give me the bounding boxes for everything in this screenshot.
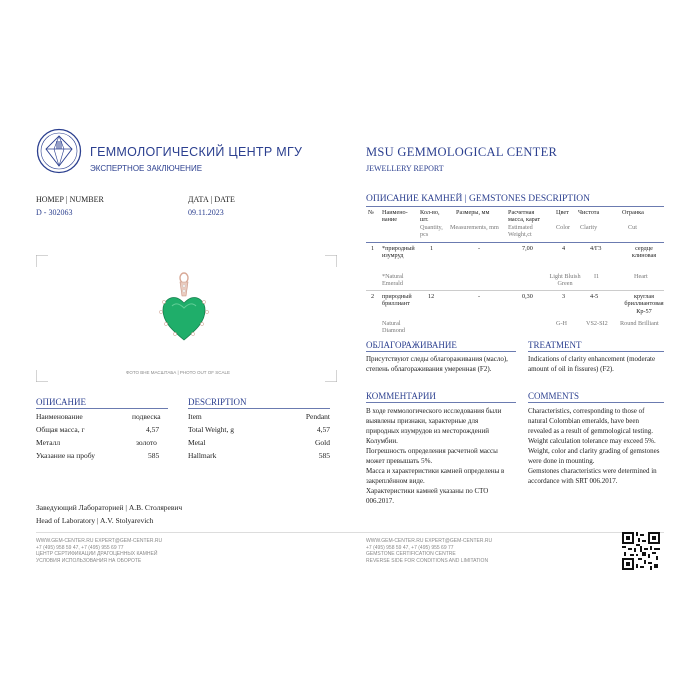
gemstones-title: ОПИСАНИЕ КАМНЕЙ | GEMSTONES DESCRIPTION bbox=[366, 194, 590, 204]
comments-title-ru: КОММЕНТАРИИ bbox=[366, 391, 436, 401]
description-title-en: DESCRIPTION bbox=[188, 397, 247, 407]
number-value: D - 302063 bbox=[36, 208, 73, 217]
number-label: НОМЕР | NUMBER bbox=[36, 195, 104, 204]
treatment-title-en: TREATMENT bbox=[528, 340, 582, 350]
gemstone-row-1: 1 *природный изумруд 1 - 7,00 4 4/Г3 сердце клиновая *Natural Emerald Light Bluish Green I1 Heart bbox=[371, 245, 657, 288]
comments-text-ru: В ходе геммологического исследования были выявлены признаки, характерные для природных изумрудов из месторождений Колумбии. Погрешность определения расчетной массы может превышать 5%. Масса и характеристики камней определены в закреплённом виде. Характеристики камней указаны по СТО 006.2017. bbox=[366, 407, 505, 505]
signature-en: Head of Laboratory | A.V. Stolyarevich bbox=[36, 516, 154, 525]
signature-ru: Заведующий Лабораторией | А.В. Столяревич bbox=[36, 503, 183, 512]
description-title-ru: ОПИСАНИЕ bbox=[36, 397, 87, 407]
photo-caption: ФОТО ВНЕ МАСШТАБА | PHOTO OUT OF SCALE bbox=[126, 370, 230, 375]
comments-text-en: Characteristics, corresponding to those of natural Colombian emeralds, have been revealed as a result of gemmological testing. Weight calculation tolerance may exceed 5%. Weight, color and clarity grading of gemstones were done in mounting. Gemstones characteristics were determined in accordance with SRT 006.2017. bbox=[528, 407, 660, 485]
pendant-photo bbox=[158, 272, 210, 344]
treatment-text-ru: Присутствуют следы облагораживания (масло), степень облагораживания умеренная (F2). bbox=[366, 355, 508, 373]
msu-logo-icon bbox=[36, 128, 82, 174]
header-title-ru: ГЕММОЛОГИЧЕСКИЙ ЦЕНТР МГУ bbox=[90, 145, 303, 159]
date-label: ДАТА | DATE bbox=[188, 195, 235, 204]
qr-code-icon[interactable] bbox=[622, 532, 660, 570]
header-subtitle-ru: ЭКСПЕРТНОЕ ЗАКЛЮЧЕНИЕ bbox=[90, 164, 203, 173]
treatment-title-ru: ОБЛАГОРАЖИВАНИЕ bbox=[366, 340, 457, 350]
gemstone-row-2: 2 природный бриллиант 12 - 0,30 3 4-5 круглая бриллиантовая Кр-57 Natural Diamond G-H VS2-SI2 Round Brilliant bbox=[371, 293, 664, 335]
header-title-en: MSU GEMMOLOGICAL CENTER bbox=[366, 145, 558, 159]
header-subtitle-en: JEWELLERY REPORT bbox=[366, 164, 444, 173]
footer-right: WWW.GEM-CENTER.RU EXPERT@GEM-CENTER.RU +7 (495) 958 59 47, +7 (495) 955 69 77 GEMSTONE CERTIFICATION CENTRE REVERSE SIDE FOR CONDITIONS AND LIMITATION bbox=[366, 538, 493, 564]
comments-title-en: COMMENTS bbox=[528, 391, 580, 401]
gemstones-table: № Наимено-вание Кол-во, шт. Quantity, pcs Размеры, мм Measurements, mm Расчетная масса, карат Estimated Weight,ct Цвет Color Чистота Clarity Огранка Cut bbox=[368, 209, 644, 239]
treatment-text-en: Indications of clarity enhancement (moderate amount of oil in fissures) (F2). bbox=[528, 355, 656, 373]
footer-left: WWW.GEM-CENTER.RU EXPERT@GEM-CENTER.RU +7 (495) 958 59 47, +7 (495) 955 69 77 ЦЕНТР СЕРТИФИКАЦИИ ДРАГОЦЕННЫХ КАМНЕЙ УСЛОВИЯ ИСПОЛЬЗОВАНИЯ НА ОБОРОТЕ bbox=[36, 538, 163, 564]
date-value: 09.11.2023 bbox=[188, 208, 224, 217]
